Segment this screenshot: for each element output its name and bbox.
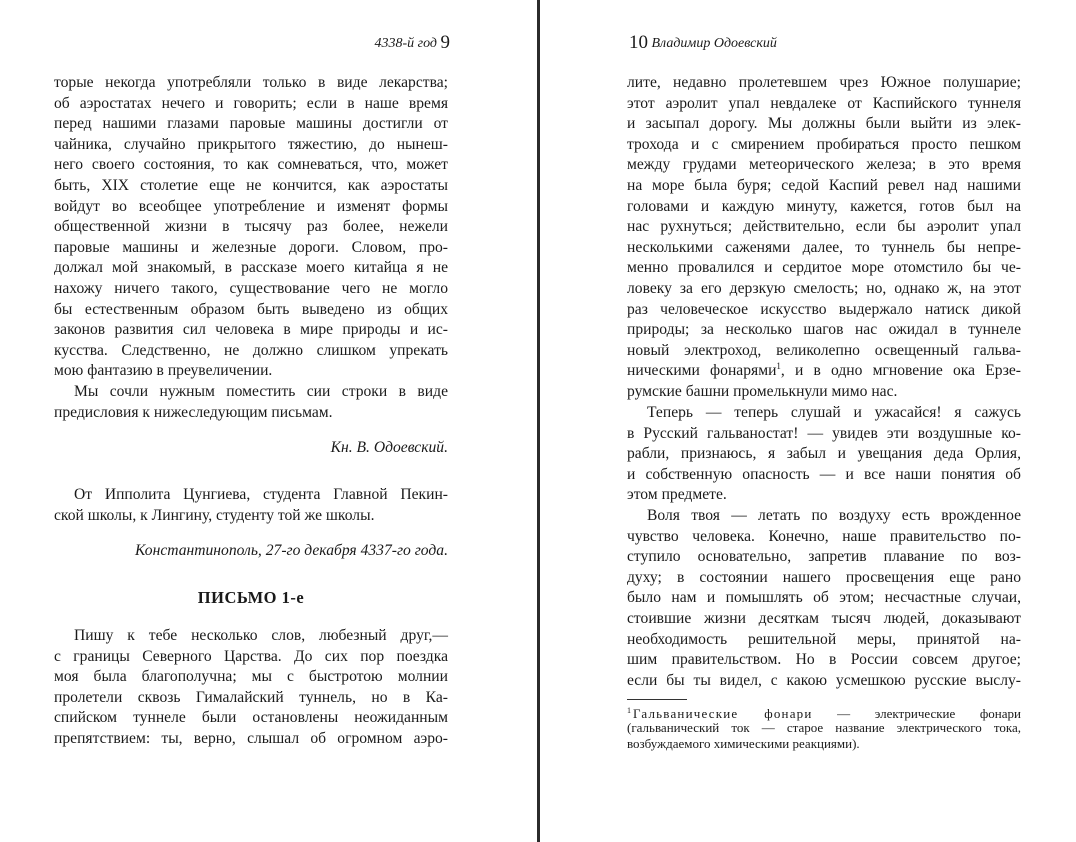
text-line: ловеку за его дерзкую смелость; но, однако ж, на этот [627, 279, 1021, 297]
left-header-title: 4338-й год [374, 36, 437, 51]
text-line: и засыпал дорогу. Мы должны были выйти из элек- [627, 115, 1021, 133]
left-page-number: 9 [440, 32, 450, 53]
text-line: головами и каждую минуту, кажется, готов был на [627, 197, 1021, 215]
text-line: несколькими саженями далее, то туннель бы непре- [627, 238, 1021, 256]
text-line: нахожу ничего такого, существование чего не могло [54, 279, 448, 297]
footnote-separator [627, 699, 687, 700]
right-page [541, 0, 1076, 842]
footnote-term: Гальванические фонари [633, 706, 813, 721]
text-line: рабли, признаюсь, я забыл и увещания деда Орлия, [627, 445, 1021, 463]
text-line: ступило основательно, запретив плавание по воз- [627, 548, 1021, 566]
text-line: моя была благополучна; мы с быстротою молнии [54, 668, 448, 686]
text-fragment: ническими фонарями [627, 362, 777, 380]
letter-address [54, 485, 448, 526]
footnote-line: возбуждаемого химическими реакциями). [627, 736, 860, 752]
text-line: этот аэролит упал невдалеке от Каспийского туннеля [627, 94, 1021, 112]
text-line: необходимость решительной меры, принятой на- [627, 630, 1021, 648]
footnote-marker: 1 [627, 706, 631, 715]
text-line: об аэростатах нечего и говорить; если в наше время [54, 94, 448, 112]
text-line: бы естественным образом быть выведено из общих [54, 300, 448, 318]
text-line: природы; за несколько шагов нас ожидал в туннеле [627, 321, 1021, 339]
right-paragraph-1 [627, 73, 1021, 403]
text-line: торые некогда употребляли только в виде лекарства; [54, 74, 448, 91]
signature: Кн. В. Одоевский. [330, 439, 448, 456]
text-line: если бы ты видел, с какою усмешкою русские выслу- [627, 671, 1021, 689]
right-page-number: 10 [629, 32, 648, 53]
text-line: трохода и с смирением пробираться просто пешком [627, 135, 1021, 153]
text-line: стоившие жизни десяткам тысяч людей, доказывают [627, 609, 1021, 627]
left-paragraph-3 [54, 626, 448, 750]
text-line: раз человеческое искусство выдержало натиск дикой [627, 300, 1021, 318]
text-line: перед нашими глазами паровые машины достигли от [54, 115, 448, 133]
text-line: шим правительством. Но в России совсем другое; [627, 651, 1021, 669]
footnote-line: (гальванический ток — старое название электрического тока, [627, 719, 1021, 735]
right-paragraph-2 [627, 403, 1021, 506]
text-line: этом предмете. [627, 486, 727, 504]
text-line: Пишу к тебе несколько слов, любезный друг,— [74, 627, 448, 644]
text-line: него своего состояния, то как сомневаться, что, может [54, 156, 448, 174]
text-line: общественной жизни в тысячу раз более, нежели [54, 218, 448, 236]
text-line: лите, недавно пролетевшем чрез Южное полушарие; [627, 74, 1021, 91]
left-paragraph-1 [54, 73, 448, 382]
text-line: Теперь — теперь слушай и ужасайся! я сажусь [647, 404, 1021, 421]
footnote-reference: 1 [776, 361, 781, 372]
text-line: в Русский гальваностат! — увидев эти воздушные ко- [627, 424, 1021, 442]
text-line: между грудами метеорического железа; в это время [627, 156, 1021, 174]
text-line: и собственную опасность — и все наши понятия об [627, 465, 1021, 483]
text-fragment: , и в одно мгновение ока Ерзе- [780, 362, 1021, 380]
text-line: кусства. Следственно, не должно слишком упрекать [54, 341, 448, 359]
text-line: с границы Северного Царства. До сих пор поездка [54, 647, 448, 665]
text-line: паровые машины и железные дороги. Словом, про- [54, 238, 448, 256]
letter-dateline: Константинополь, 27-го декабря 4337-го года. [135, 542, 448, 559]
text-line: быть, XIX столетие еще не кончится, как аэростаты [54, 176, 448, 194]
text-line: должал мой знакомый, в рассказе моего китайца я не [54, 259, 448, 277]
text-line: чувство человека. Конечно, наше правительство по- [627, 527, 1021, 545]
text-line-with-footnote [627, 361, 1021, 382]
text-line: ской школы, к Лингину, студенту той же школы. [54, 506, 375, 524]
text-line: было нам и помышлять об этом; несчастные случаи, [627, 589, 1021, 607]
book-spine-divider [537, 0, 540, 842]
left-running-header [374, 31, 450, 55]
text-line: От Ипполита Цунгиева, студента Главной Пекин- [74, 486, 448, 503]
letter-heading: ПИСЬМО 1-е [197, 588, 305, 607]
right-running-header [629, 31, 777, 55]
footnote-text: — электрические фонари [812, 706, 1021, 721]
right-paragraph-3 [627, 506, 1021, 691]
right-header-author: Владимир Одоевский [651, 36, 777, 51]
text-line: пролетели сквозь Гималайский туннель, но в Ка- [54, 688, 448, 706]
text-line: войдут во всеобщее употребление и изменят формы [54, 197, 448, 215]
footnote [627, 703, 1021, 753]
text-line: на море была буря; седой Каспий ревел над нашими [627, 176, 1021, 194]
text-line: нас рухнуться; действительно, если бы аэролит упал [627, 218, 1021, 236]
text-line: менно провалился и сердитое море отомстило бы че- [627, 259, 1021, 277]
text-line: Мы сочли нужным поместить сии строки в виде [74, 383, 448, 400]
text-line: новый электроход, великолепно освещенный гальва- [627, 341, 1021, 359]
text-line: предисловия к нижеследующим письмам. [54, 403, 333, 421]
text-line: духу; в состоянии нашего просвещения еще рано [627, 568, 1021, 586]
text-line: чайника, случайно прикрытого тяжестию, до нынеш- [54, 135, 448, 153]
text-line: препятствием: ты, верно, слышал об огромном аэро- [54, 729, 448, 747]
text-line: законов развития сил человека в мире природы и ис- [54, 321, 448, 339]
text-line: Воля твоя — летать по воздуху есть врожденное [647, 507, 1021, 524]
left-paragraph-2 [54, 382, 448, 423]
text-line: мою фантазию в преувеличении. [54, 362, 273, 380]
footnote-line [627, 703, 1021, 720]
text-line: румские башни промелькнули мимо нас. [627, 382, 898, 400]
text-line: спийском туннеле были остановлены неожиданным [54, 709, 448, 727]
